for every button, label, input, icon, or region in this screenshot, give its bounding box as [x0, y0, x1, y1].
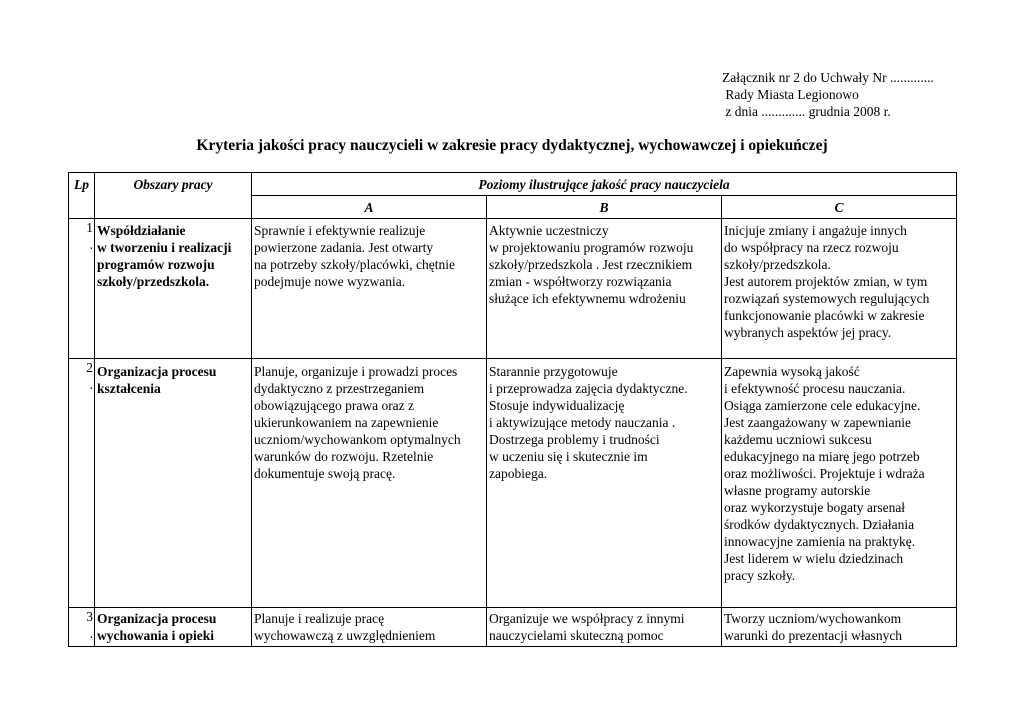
level-b-cell: Aktywnie uczestniczy w projektowaniu programów rozwoju szkoły/przedszkola . Jest rzecznikiem zmian - współtworzy rozwiązania służące ich efektywnemu wdrożeniu [487, 219, 722, 359]
table-row [69, 219, 957, 359]
level-a-cell: Sprawnie i efektywnie realizuje powierzone zadania. Jest otwarty na potrzeby szkoły/placówki, chętnie podejmuje nowe wyzwania. [252, 219, 487, 359]
header-area: Obszary pracy [95, 173, 252, 219]
work-area: Współdziałanie w tworzeniu i realizacji programów rozwoju szkoły/przedszkola. [95, 219, 252, 359]
header-levels: Poziomy ilustrujące jakość pracy nauczyciela [252, 173, 957, 196]
row-number: 3 . [69, 608, 95, 647]
header-level-c: C [722, 196, 957, 219]
document-title: Kryteria jakości pracy nauczycieli w zakresie pracy dydaktycznej, wychowawczej i opiekuńczej [196, 137, 828, 154]
table-header-row [69, 173, 957, 196]
header-lp: Lp [69, 173, 95, 219]
work-area: Organizacja procesu kształcenia [95, 359, 252, 608]
level-c-cell: Zapewnia wysoką jakość i efektywność procesu nauczania. Osiąga zamierzone cele edukacyjne. Jest zaangażowany w zapewnianie każdemu uczniowi sukcesu edukacyjnego na miarę jego potrzeb oraz możliwości. Projektuje i wdraża własne programy autorskie oraz wykorzystuje bogaty arsenał środków dydaktycznych. Działania innowacyjne zamienia na praktykę. Jest liderem w wielu dziedzinach pracy szkoły. [722, 359, 957, 608]
attachment-note-line: z dnia ............. grudnia 2008 r. [722, 104, 891, 119]
attachment-note-line: Załącznik nr 2 do Uchwały Nr ............. [722, 70, 934, 85]
work-area: Organizacja procesu wychowania i opieki [95, 608, 252, 647]
level-b-cell: Organizuje we współpracy z innymi nauczycielami skuteczną pomoc [487, 608, 722, 647]
table-row [69, 359, 957, 608]
attachment-note [722, 69, 934, 120]
row-number: 2 . [69, 359, 95, 608]
level-a-cell: Planuje i realizuje pracę wychowawczą z uwzględnieniem [252, 608, 487, 647]
level-c-cell: Inicjuje zmiany i angażuje innych do współpracy na rzecz rozwoju szkoły/przedszkola. Jest autorem projektów zmian, w tym rozwiązań systemowych regulujących funkcjonowanie placówki w zakresie wybranych aspektów jej pracy. [722, 219, 957, 359]
level-a-cell: Planuje, organizuje i prowadzi proces dydaktyczno z przestrzeganiem obowiązującego prawa oraz z ukierunkowaniem na zapewnienie uczniom/wychowankom optymalnych warunków do rozwoju. Rzetelnie dokumentuje swoją pracę. [252, 359, 487, 608]
level-b-cell: Starannie przygotowuje i przeprowadza zajęcia dydaktyczne. Stosuje indywidualizację i aktywizujące metody nauczania . Dostrzega problemy i trudności w uczeniu się i skutecznie im zapobiega. [487, 359, 722, 608]
row-number: 1 . [69, 219, 95, 359]
level-c-cell: Tworzy uczniom/wychowankom warunki do prezentacji własnych [722, 608, 957, 647]
criteria-table [68, 172, 957, 647]
attachment-note-line: Rady Miasta Legionowo [722, 87, 859, 102]
table-row [69, 608, 957, 647]
header-level-a: A [252, 196, 487, 219]
header-level-b: B [487, 196, 722, 219]
